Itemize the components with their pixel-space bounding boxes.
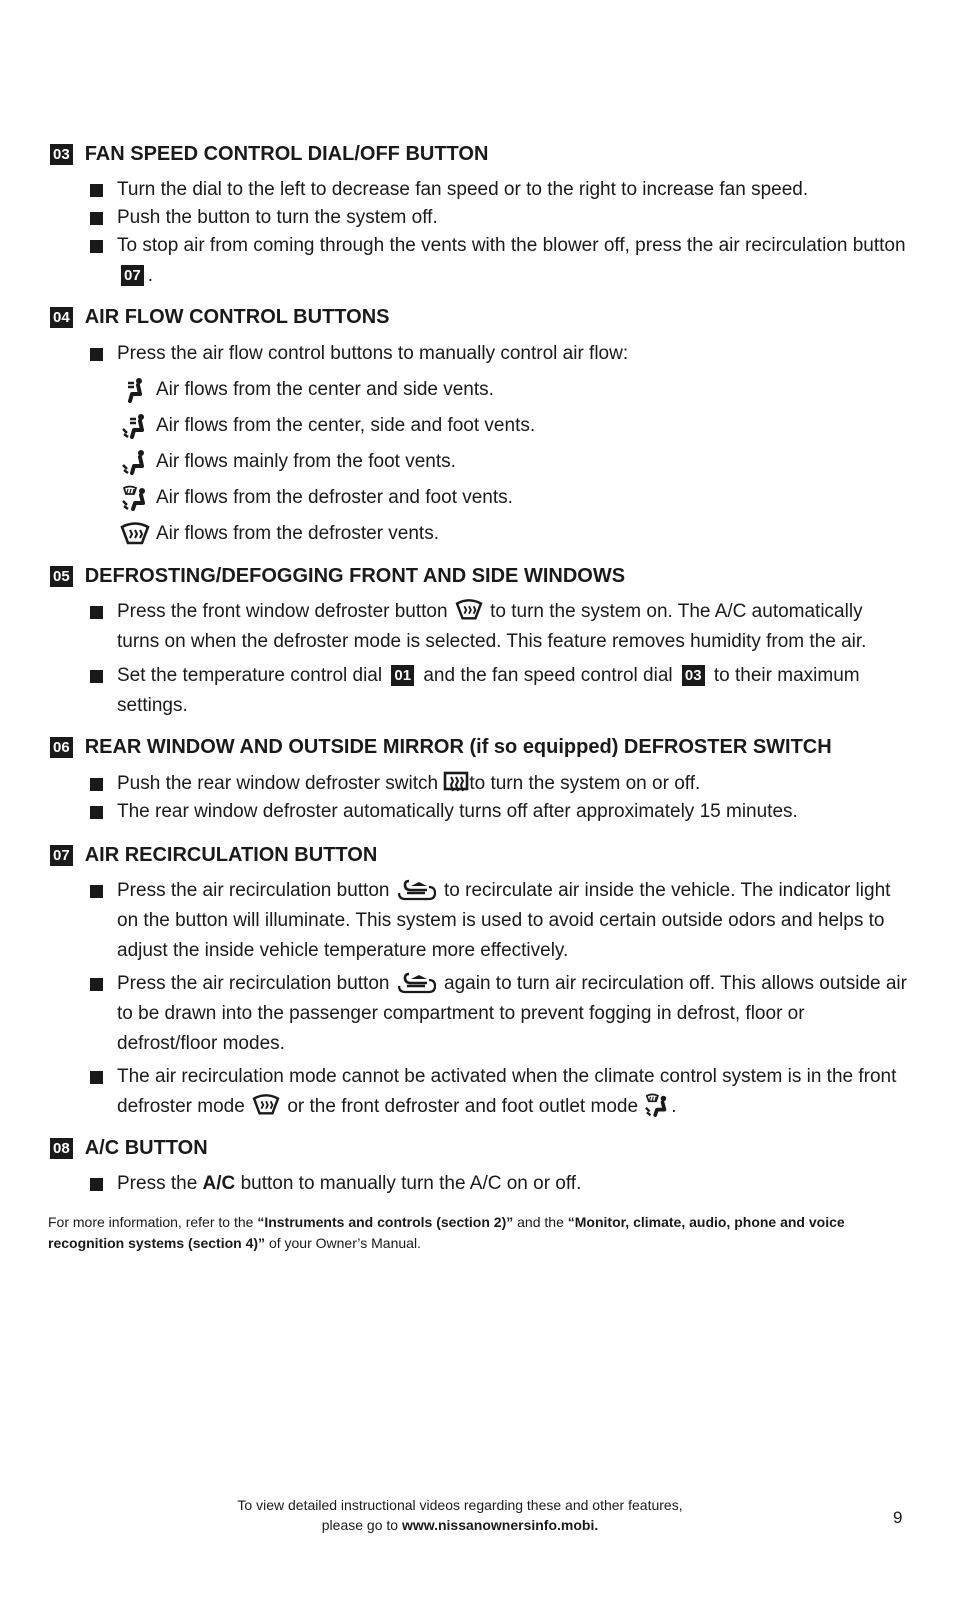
page-number: 9 [893, 1508, 903, 1527]
bullet-square-icon [90, 184, 103, 197]
airflow-mode-item [120, 413, 535, 439]
bullet-item [90, 597, 910, 657]
bullet-text-part: Press the air recirculation button [117, 880, 390, 901]
bullet-text-part: To stop air from coming through the vents with the blower off, press the air recirculation button [117, 235, 906, 256]
bullet-text [117, 1062, 910, 1122]
reference-badge: 01 [391, 665, 414, 686]
bilevel-vent-icon [120, 413, 150, 439]
bullet-text-part: to their maximum settings. [117, 665, 860, 716]
bullet-text-part: Set the temperature control dial [117, 665, 383, 686]
bullet-item [90, 175, 910, 205]
bullet-item [90, 661, 910, 721]
bullet-text-part: The air recirculation mode cannot be activated when the climate control system is in the front defroster mode [117, 1066, 897, 1117]
front-defrost-icon [453, 598, 485, 622]
bullet-text-part: or the front defroster and foot outlet mode [287, 1096, 639, 1117]
front-defrost-icon [250, 1093, 282, 1117]
bullet-square-icon [90, 670, 103, 683]
section-number-badge: 07 [50, 845, 73, 866]
reference-badge: 03 [682, 665, 705, 686]
bullet-text [117, 1169, 910, 1199]
section-number-badge: 08 [50, 1138, 73, 1159]
section-title: DEFROSTING/DEFOGGING FRONT AND SIDE WINDOWS [84, 565, 626, 587]
bullet-item [90, 876, 910, 966]
face-vent-icon [120, 377, 150, 403]
bullet-text-part: Press the front window defroster button [117, 601, 448, 622]
bullet-text-part: to turn the system on or off. [469, 773, 701, 794]
bullet-text-part: Press the [117, 1173, 198, 1194]
airflow-mode-label: Air flows from the center and side vents. [156, 379, 494, 400]
section-04-heading [50, 306, 389, 329]
bullet-square-icon [90, 240, 103, 253]
bullet-text-part: again to turn air recirculation off. This allows outside air to be drawn into the passenger compartment to prevent fogging in defrost, floor or defrost/floor modes. [117, 973, 907, 1054]
bullet-text-part: and the fan speed control dial [423, 665, 673, 686]
foot-vent-icon [120, 449, 150, 475]
bullet-square-icon [90, 212, 103, 225]
footer-line: To view detailed instructional videos regarding these and other features, [237, 1497, 683, 1513]
bullet-square-icon [90, 778, 103, 791]
footer-text: please go to [321, 1517, 399, 1533]
bullet-item [90, 969, 910, 1059]
note-reference: “Instruments and controls (section 2)” [257, 1214, 514, 1230]
bullet-text-part: to turn the system on. The A/C automatically turns on when the defroster mode is selected. This feature removes humidity from the air. [117, 601, 867, 652]
section-06-heading [50, 736, 832, 759]
bullet-text-part: button to manually turn the A/C on or off. [240, 1173, 582, 1194]
airflow-mode-item [120, 377, 494, 403]
bullet-item [90, 231, 910, 291]
defrost-foot-icon [643, 1093, 671, 1117]
bullet-text-part: . [671, 1096, 677, 1117]
bullet-text-part: to recirculate air inside the vehicle. The indicator light on the button will illuminate. This system is used to avoid certain outside odors and helps to adjust the inside vehicle temperature more effectively. [117, 880, 891, 961]
section-title: REAR WINDOW AND OUTSIDE MIRROR (if so equipped) DEFROSTER SWITCH [84, 736, 832, 758]
section-title: AIR FLOW CONTROL BUTTONS [84, 306, 390, 328]
airflow-mode-item [120, 485, 513, 511]
airflow-mode-label: Air flows from the defroster vents. [156, 523, 439, 544]
bullet-square-icon [90, 606, 103, 619]
section-number-badge: 03 [50, 144, 73, 165]
reference-note [48, 1212, 908, 1254]
rear-defrost-icon [443, 770, 469, 794]
bullet-square-icon [90, 978, 103, 991]
bullet-square-icon [90, 885, 103, 898]
airflow-mode-label: Air flows from the center, side and foot vents. [156, 415, 536, 436]
bullet-item [90, 1062, 910, 1122]
bullet-item [90, 203, 910, 233]
bullet-text-part: Press the air recirculation button [117, 973, 390, 994]
section-03-heading [50, 143, 488, 166]
footer-line [160, 1515, 760, 1535]
section-05-heading [50, 565, 625, 588]
bullet-text [117, 969, 910, 1059]
section-number-badge: 04 [50, 307, 73, 328]
airflow-mode-label: Air flows from the defroster and foot vents. [156, 487, 513, 508]
note-text: and the [517, 1214, 564, 1230]
bullet-square-icon [90, 1071, 103, 1084]
bullet-item [90, 339, 910, 369]
section-title: FAN SPEED CONTROL DIAL/OFF BUTTON [84, 143, 489, 165]
bullet-text [117, 231, 910, 291]
bullet-item [90, 769, 910, 799]
bullet-text: The rear window defroster automatically turns off after approximately 15 minutes. [117, 801, 798, 822]
note-text: of your Owner’s Manual. [268, 1235, 421, 1251]
ac-label: A/C [202, 1173, 236, 1194]
note-reference: “Monitor, climate, audio, phone and voice recognition systems (section 4)” [48, 1214, 845, 1251]
section-number-badge: 06 [50, 737, 73, 758]
bullet-text [117, 661, 910, 721]
section-08-heading [50, 1137, 208, 1160]
bullet-text: Press the air flow control buttons to manually control air flow: [117, 343, 629, 364]
footer-url-link[interactable]: www.nissanownersinfo.mobi. [401, 1517, 599, 1533]
bullet-text: Turn the dial to the left to decrease fan speed or to the right to increase fan speed. [117, 179, 809, 200]
airflow-mode-item [120, 521, 439, 547]
bullet-square-icon [90, 806, 103, 819]
bullet-text [117, 876, 910, 966]
recirculation-icon [395, 970, 439, 994]
airflow-mode-label: Air flows mainly from the foot vents. [156, 451, 456, 472]
note-text: For more information, refer to the [48, 1214, 254, 1230]
reference-badge: 07 [121, 265, 144, 286]
section-07-heading [50, 844, 377, 867]
airflow-mode-item [120, 449, 456, 475]
section-title: A/C BUTTON [84, 1137, 208, 1159]
section-title: AIR RECIRCULATION BUTTON [84, 844, 378, 866]
bullet-square-icon [90, 348, 103, 361]
bullet-text: Push the button to turn the system off. [117, 207, 438, 228]
recirculation-icon [395, 877, 439, 901]
section-number-badge: 05 [50, 566, 73, 587]
bullet-text [117, 597, 910, 657]
bullet-item [90, 797, 910, 827]
bullet-item [90, 1169, 910, 1199]
bullet-text-part: . [147, 265, 153, 286]
footer [160, 1495, 760, 1535]
bullet-square-icon [90, 1178, 103, 1191]
defrost-foot-icon [120, 485, 150, 511]
bullet-text [117, 769, 910, 799]
front-defrost-icon [120, 521, 150, 547]
bullet-text-part: Push the rear window defroster switch [117, 773, 439, 794]
